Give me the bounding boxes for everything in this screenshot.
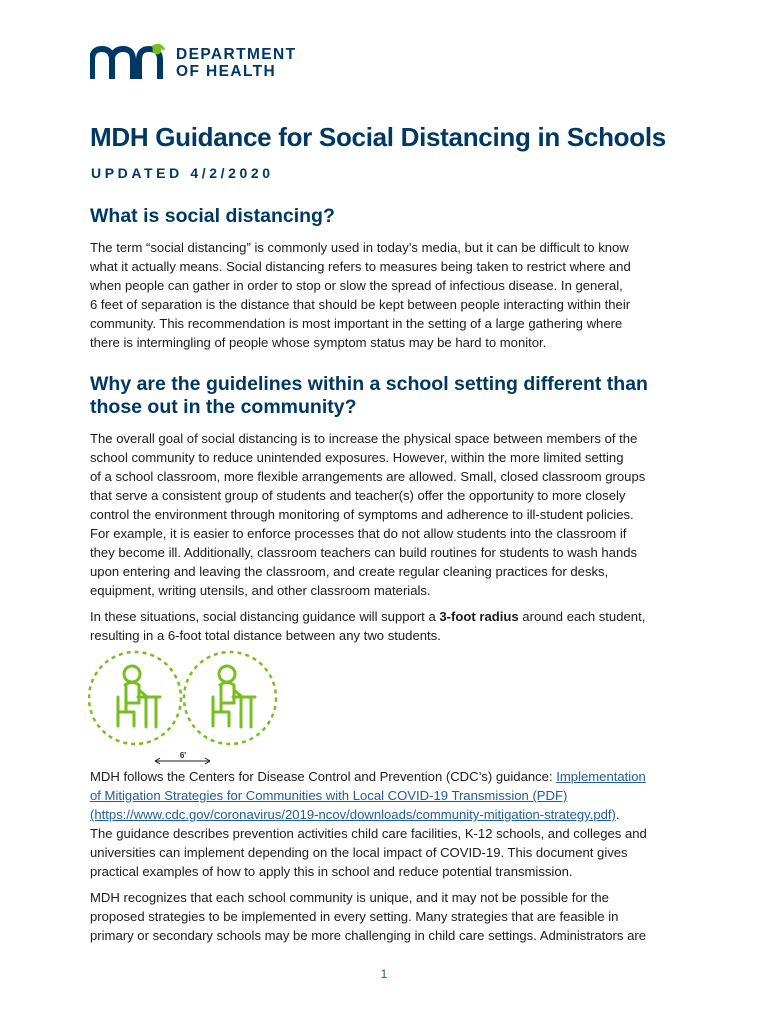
text-line [90,607,690,626]
text-segment: MDH follows the Centers for Disease Control and Prevention (CDC’s) guidance: [90,769,557,784]
page-number: 1 [380,967,388,981]
student-desk-icon [213,666,255,727]
text-segment: In these situations, social distancing guidance will support a [90,609,440,624]
text-line: proposed strategies to be implemented in every setting. Many strategies that are feasible in [90,909,619,924]
updated-date: UPDATED 4/2/2020 [91,165,274,181]
text-line: universities can implement depending on the local impact of COVID-19. This document gives [90,845,628,860]
text-line [90,805,690,824]
text-line: there is intermingling of people whose symptom status may be hard to monitor. [90,335,547,350]
text-line: For example, it is easier to enforce processes that do not allow students into the classroom if [90,526,627,541]
distance-label: 6' [179,751,187,760]
logo-line-1: DEPARTMENT [176,46,297,63]
cdc-guidance-link[interactable]: Implementation [556,769,646,784]
text-line: control the environment through monitoring of symptoms and adherence to ill-student policies. [90,507,634,522]
text-line [90,786,690,805]
mdh-logo [90,44,297,82]
logo-line-2: OF HEALTH [176,63,277,80]
paragraph-school-setting [90,429,690,600]
text-line: school community to reduce unintended exposures. However, within the more limited setting [90,450,624,465]
section-heading-why-different [90,373,648,419]
text-line: 6 feet of separation is the distance that should be kept between people interacting within their [90,297,631,312]
text-line: MDH recognizes that each school community is unique, and it may not be possible for the [90,890,609,905]
text-line: The term “social distancing” is commonly used in today’s media, but it can be difficult to know [90,240,629,255]
text-segment: . [615,807,620,822]
paragraph-three-foot-radius [90,607,690,645]
text-line: resulting in a 6-foot total distance between any two students. [90,628,441,643]
bold-phrase: 3-foot radius [439,609,519,624]
text-line: of a school classroom, more flexible arrangements are allowed. Small, closed classroom groups [90,469,646,484]
paragraph-cdc-guidance [90,767,690,881]
text-line: they become ill. Additionally, classroom teachers can build routines for students to wash hands [90,545,638,560]
text-line: community. This recommendation is most important in the setting of a large gathering where [90,316,623,331]
text-line: equipment, writing utensils, and other classroom materials. [90,583,431,598]
heading-line-2: those out in the community? [90,396,357,418]
student-desk-icon [118,666,160,727]
social-distance-diagram [88,646,284,766]
text-line: when people can gather in order to stop or slow the spread of infectious disease. In general, [90,278,623,293]
page-title: MDH Guidance for Social Distancing in Schools [90,122,666,152]
text-line: primary or secondary schools may be more challenging in child care settings. Administrators are [90,928,647,943]
text-line: what it actually means. Social distancing refers to measures being taken to restrict where and [90,259,631,274]
text-line: that serve a consistent group of students and teacher(s) offer the opportunity to more closely [90,488,626,503]
text-line: upon entering and leaving the classroom, and create regular cleaning practices for desks, [90,564,609,579]
text-line: practical examples of how to apply this in school and reduce potential transmission. [90,864,573,879]
cdc-guidance-link-cont[interactable]: of Mitigation Strategies for Communities with Local COVID-19 Transmission (PDF) [90,788,568,803]
section-heading-what-is: What is social distancing? [90,205,335,227]
text-line [90,767,690,786]
heading-line-1: Why are the guidelines within a school setting different than [90,373,648,395]
cdc-guidance-url[interactable]: (https://www.cdc.gov/coronavirus/2019-ncov/downloads/community-mitigation-strategy.pdf) [90,807,616,822]
text-line: The guidance describes prevention activities child care facilities, K-12 schools, and colleges and [90,826,647,841]
mn-logo-icon [90,44,166,82]
paragraph-unique-community [90,888,690,945]
text-segment: around each student, [518,609,646,624]
logo-wordmark [176,46,297,80]
paragraph-definition [90,238,690,352]
text-line: The overall goal of social distancing is to increase the physical space between members of the [90,431,638,446]
